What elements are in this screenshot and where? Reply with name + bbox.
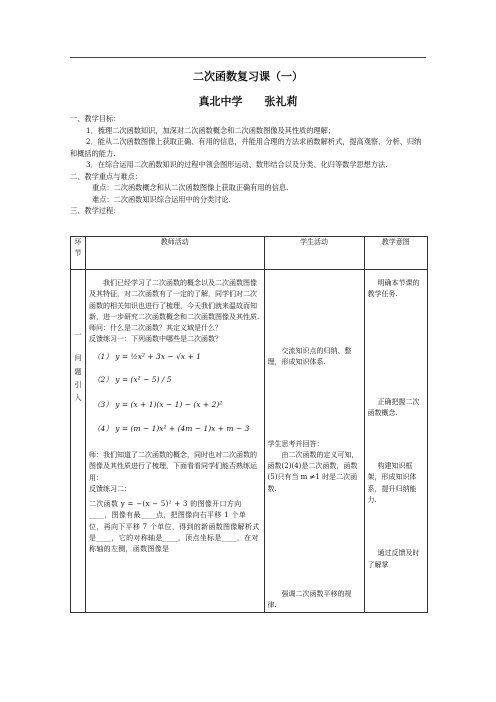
process-heading: 三、教学过程：	[70, 206, 121, 215]
student-activity-cell	[264, 270, 364, 613]
key-heading: 二、教学重点与难点：	[70, 171, 142, 181]
exercise-2-question: 二次函数 y = −(x − 5)² + 3 的图像开口方向____，图像有最____点，把图像向右平移 1 个单位，再向下平移 7 个单位，得到的新函数图像解析式是____，它的对称轴是____，顶点坐标是____，在对称轴的左侧，函数图像是	[89, 500, 260, 554]
intent-2: 正确把握二次函数概念.	[367, 397, 420, 417]
header-teacher: 教师活动	[86, 237, 265, 270]
stage-char: 题	[74, 367, 82, 376]
exercise-1-label: 反馈练习一：下列函数中哪些是二次函数？	[89, 335, 223, 344]
function-4: （4） y = (m − 1)x² + (4m − 1)x + m − 3	[93, 423, 250, 433]
stage-char: 一	[74, 331, 82, 339]
table-header-row	[71, 237, 428, 270]
header-rule	[70, 57, 426, 58]
lesson-table	[70, 236, 428, 613]
stage-char: 入	[74, 394, 82, 403]
table-row	[71, 270, 428, 613]
teaching-intent-cell	[364, 270, 427, 613]
author-line: 真北中学 张礼莉	[198, 95, 298, 108]
intent-1: 明确本节课的教学任务.	[367, 279, 420, 299]
exercise-2-label: 反馈练习二：	[89, 484, 132, 493]
teacher-intro: 我们已经学习了二次函数的概念以及二次函数图像及其特征，对二次函数有了一定的了解，同学们对二次函数的相关知识也进行了梳理，今天我们就来温故而知新，进一步研究二次函数概念和二次函数图像及其性质.	[89, 279, 260, 321]
function-2: （2） y = (x² − 5) / 5	[93, 375, 172, 385]
intro-sections	[70, 113, 428, 217]
teacher-transition: 师：我们知道了二次函数的概念，同时也对二次函数的图像及其性质进行了梳理，下面看看同学们能否熟练运用：	[89, 450, 258, 482]
goal-1: 1．梳理二次函数知识，加深对二次函数概念和二次函数图像及其性质的理解；	[86, 125, 335, 135]
intent-4: 通过反馈及时了解掌	[367, 549, 420, 569]
student-activity-2: 学生思考并回答：	[267, 439, 324, 448]
intent-3: 构建知识框架，形成知识体系，提升归纳能力.	[367, 462, 417, 505]
student-activity-4: 强调二次函数平移的规律.	[267, 590, 352, 610]
teacher-question: 师问：什么是二次函数？其定义域是什么？	[89, 324, 223, 333]
difficult-point: 难点：二次函数知识综合运用中的分类讨论.	[92, 194, 231, 204]
header-stage: 环节	[71, 237, 86, 270]
key-point: 重点：二次函数概念和从二次函数图像上获取正确有用的信息.	[92, 183, 289, 192]
student-activity-3: 由二次函数的定义可知，函数(2)(4)是二次函数，函数(5)只有当 m ≠1 时是二次函数.	[267, 450, 359, 493]
stage-char: 引	[74, 380, 82, 389]
goal-3: 3．在综合运用二次函数知识的过程中领会图形运动、数形结合以及分类、化归等数学思想方法.	[86, 160, 388, 169]
stage-char: 问	[74, 354, 82, 363]
goals-heading: 一、教学目标：	[70, 114, 121, 123]
header-intent: 教学意图	[364, 237, 427, 270]
document-title: 二次函数复习课（一）	[193, 70, 303, 83]
function-3: （3） y = (x + 1)(x − 1) − (x + 2)²	[93, 400, 223, 410]
stage-cell	[71, 270, 86, 613]
teacher-activity-cell	[86, 270, 265, 613]
function-1: （1） y = ½x² + 3x − √x + 1	[93, 351, 201, 361]
goal-2: 2．能从二次函数图像上获取正确、有用的信息，并能用合理的方法求函数解析式，提高观察、分析、归纳和概括的能力.	[70, 137, 422, 158]
header-student: 学生活动	[264, 237, 364, 270]
student-activity-1: 交流知识点的归纳、整理，形成知识体系.	[267, 347, 352, 367]
